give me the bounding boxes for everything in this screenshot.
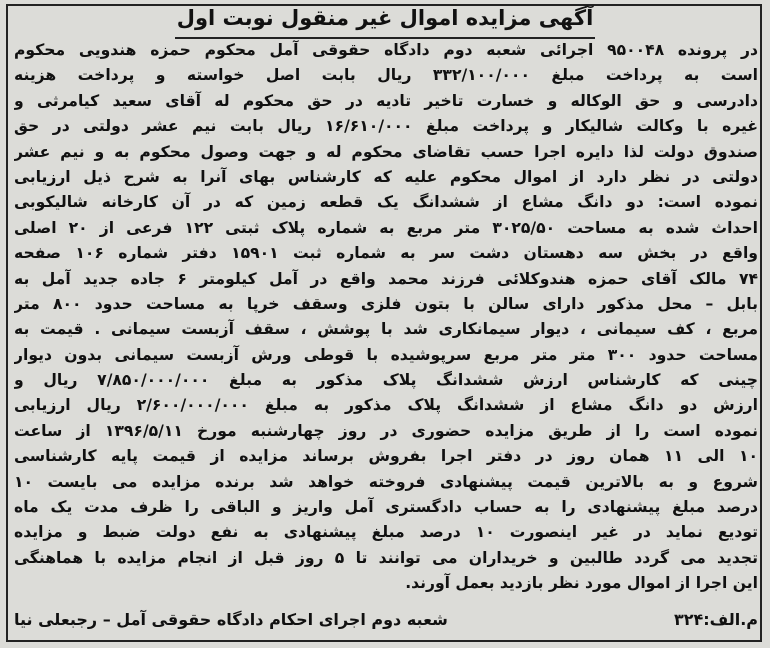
notice-line: بابل – محل مذکور دارای سالن با بتون فلزی وسقف خرپا به مساحت حدود ۸۰۰ متر [14,294,758,313]
notice-footer [14,606,758,634]
notice-line: تجدید می گردد طالبین و خریداران می توانند تا ۵ روز قبل از انجام مزایده با هماهنگی [14,548,758,567]
notice-title: آگهی مزایده اموال غیر منقول نوبت اول [176,6,594,30]
notice-line: ۱۰ الی ۱۱ همان روز در دفتر اجرا بفروش برساند مزایده از قیمت پایه کارشناسی [14,447,758,466]
notice-line: تودیع نماید در غیر اینصورت ۱۰ درصد مبلغ پیشنهادی به نفع دولت ضبط و مزایده [14,523,758,542]
notice-line: شروع و به بالاترین قیمت پیشنهادی فروخته خواهد شد برنده مزایده می بایست ۱۰ [14,472,758,491]
notice-line: است به پرداخت مبلغ ۳۳۲/۱۰۰/۰۰۰ ریال بابت اصل خواسته و پرداخت هزینه [14,66,758,85]
notice-line: در پرونده ۹۵۰۰۴۸ اجرائی شعبه دوم دادگاه حقوقی آمل محکوم حمزه هندویی محکوم [14,41,758,59]
notice-line: این اجرا از اموال مورد نظر بازدید بعمل آورند. [405,574,758,593]
notice-line: ۷۴ مالک آقای حمزه هندوکلائی فرزند محمد واقع در آمل کیلومتر ۶ جاده جدید آمل به [14,269,758,288]
notice-line: واقع در بخش سه دهستان دشت سر به شماره ثبت ۱۵۹۰۱ دفتر شماره ۱۰۶ صفحه [14,244,758,263]
notice-line: نموده است را از طریق مزایده حضوری در روز چهارشنبه مورخ ۱۳۹۶/۵/۱۱ از ساعت [14,421,758,440]
notice-line: غیره با وکالت شالیکار و پرداخت مبلغ ۱۶/۶۱۰/۰۰۰ ریال بابت نیم عشر دولتی در حق [14,117,758,136]
notice-line: دولتی در نظر دارد از اموال محکوم علیه که کارشناس بهای آنرا به شرح ذیل ارزیابی [14,167,758,186]
issuing-office: شعبه دوم اجرای احکام دادگاه حقوقی آمل – رجبعلی نیا [14,610,448,629]
notice-line: صندوق دولت لذا دایره اجرا حسب تقاضای محکوم له و جهت وصول محکوم به و نیم عشر [14,142,758,161]
notice-line: دادرسی و حق الوکاله و خسارت تاخیر تادیه در حق محکوم له آقای سعید کیامرثی و [14,91,758,110]
notice-line: درصد مبلغ پیشنهادی را به حساب دادگستری آمل واریز و الباقی را ظرف مدت یک ماه [14,498,758,517]
notice-line: چینی که کارشناس ارزش ششدانگ پلاک مذکور به مبلغ ۷/۸۵۰/۰۰۰/۰۰۰ ریال و [14,371,758,390]
notice-line: احداث شده به مساحت ۳۰۲۵/۵۰ متر مربع به شماره پلاک ثبتی ۱۲۲ فرعی از ۲۰ اصلی [14,218,758,237]
notice-body [14,38,758,597]
reference-number: م.الف:۳۲۴ [673,610,758,629]
notice-line: مربع ، کف سیمانی ، دیوار سیمانکاری شد با پوشش ، سقف آزبست سیمانی . قیمت به [14,320,758,339]
notice-line: مساحت حدود ۳۰۰ متر متر مربع سرپوشیده با قوطی ورش آزبست سیمانی بدون دیوار [14,345,758,364]
notice-line: نموده است: دو دانگ مشاع از ششدانگ یک قطعه زمین که در آن کارخانه شالیکوبی [14,193,758,212]
notice-line: ارزش دو دانگ مشاع از ششدانگ پلاک مذکور به مبلغ ۲/۶۰۰/۰۰۰/۰۰۰ ریال ارزیابی [14,396,758,415]
